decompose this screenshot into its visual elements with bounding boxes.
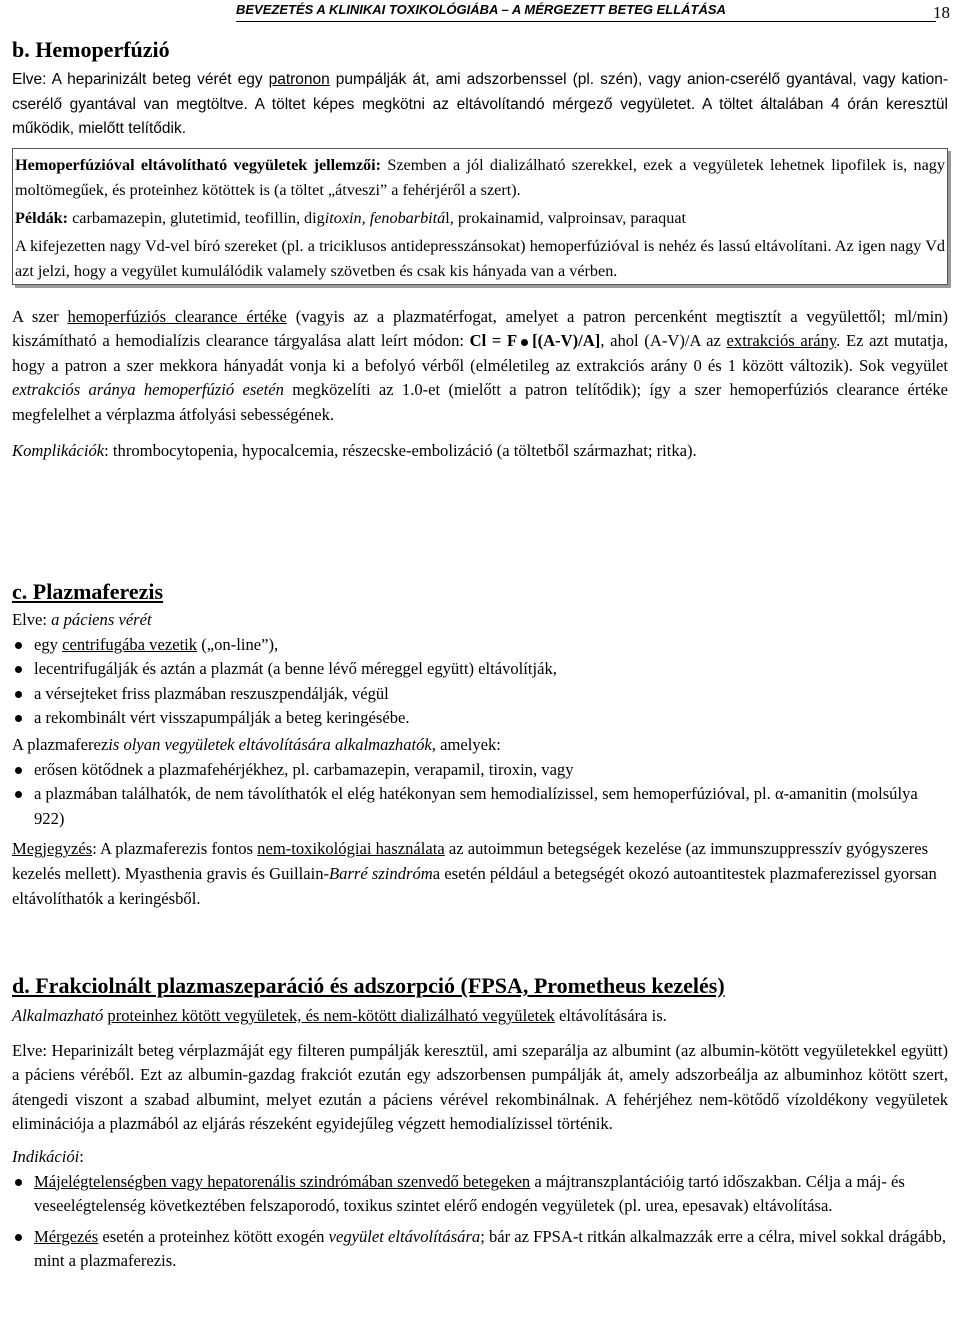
non-toxicological-use-link[interactable]: nem-toxikológiai használata [257, 839, 445, 859]
box-vd-note: A kifejezetten nagy Vd-vel bíró szereket (pl. a triciklusos antidepresszánsokat) hemoperfúzióval is nehéz és lassú eltávolítani. Az igen nagy Vd azt jelzi, hogy a vegyület kumulálódik valamely szövetben és csak kis hányada van a vérben. [15, 236, 945, 280]
list-item: Mérgezés esetén a proteinhez kötött exogén vegyület eltávolítására; bár az FPSA-t ritkán alkalmazzák erre a célra, mivel sokkal drágább, mint a plazmaferezis. [12, 1225, 948, 1274]
header-rule [236, 21, 936, 22]
fpsa-indications [12, 1170, 948, 1274]
poisoning-link[interactable]: Mérgezés [34, 1226, 99, 1246]
plasmapheresis-steps [12, 633, 948, 731]
list-item: a plazmában találhatók, de nem távolíthatók el elég hatékonyan sem hemodialízissel, sem hemoperfúzióval, pl. α-amanitin (molsúlya 922) [12, 782, 948, 831]
list-item: a vérsejteket friss plazmában reszuszpendálják, végül [12, 682, 948, 707]
hemoperfusion-principle: Elve: A heparinizált beteg vérét egy patronon pumpálják át, ami adszorbenssel (pl. szén), vagy anion-cserélő gyantával, vagy kation-cserélő gyantával van megtöltve. A töltet képes megkötni az eltávolítandó mérgező vegyületet. A töltet általában 4 órán keresztül működik, mielőtt telítődik. [12, 71, 948, 137]
fpsa-indications-label: Indikációi: [12, 1146, 84, 1166]
page-number: 18 [933, 3, 950, 22]
box-examples: Példák: carbamazepin, glutetimid, teofillin, digitoxin, fenobarbitál, prokainamid, valproinsav, paraquat [15, 208, 687, 227]
list-item: lecentrifugálják és aztán a plazmát (a benne lévő méreggel együtt) eltávolítják, [12, 657, 948, 682]
liver-failure-link[interactable]: Májelégtelenségben vagy hepatorenális szindrómában szenvedő betegeken [34, 1171, 531, 1191]
list-item: a rekombinált vért visszapumpálják a beteg keringésébe. [12, 706, 948, 731]
formula: Cl = F [(A-V)/A] [469, 331, 601, 351]
running-header: BEVEZETÉS A KLINIKAI TOXIKOLÓGIÁBA – A MÉRGEZETT BETEG ELLÁTÁSA [236, 2, 726, 17]
section-title-c: c. Plazmaferezis [12, 579, 164, 604]
clearance-link[interactable]: hemoperfúziós clearance értéke [67, 306, 287, 326]
extraction-ratio-link[interactable]: extrakciós arány [726, 331, 837, 351]
plasmapheresis-principle: Elve: a páciens vérét [12, 610, 152, 629]
hemoperfusion-info-box [12, 148, 948, 285]
plasmapheresis-usable: A plazmaferezis olyan vegyületek eltávolítására alkalmazhatók, amelyek: [12, 734, 501, 754]
section-title-b: b. Hemoperfúzió [12, 37, 170, 62]
section-title-d: d. Frakciolnált plazmaszeparáció és adszorpció (FPSA, Prometheus kezelés) [12, 973, 725, 998]
clearance-paragraph: A szer hemoperfúziós clearance értéke (vagyis az a plazmatérfogat, amelyet a patron percenként megtisztít a vegyülettől; ml/min) kiszámítható a hemodialízis clearance tárgyalása alatt leírt módon: Cl = F [(A-V)/A], ahol (A-V)/A az extrakciós arány. Ez azt mutatja, hogy a patron a szer mekkora hányadát vonja ki a befolyó vérből (elméletileg az extrakciós arány 0 és 1 között változik). Sok vegyület extrakciós aránya hemoperfúzió esetén megközelíti az 1.0-et (mielőtt a patron telítődik); így a szer hemoperfúziós clearance értéke megfelelhet a vérplazma átfolyási sebességének. [12, 306, 948, 424]
plasmapheresis-conditions [12, 758, 948, 832]
list-item: Májelégtelenségben vagy hepatorenális szindrómában szenvedő betegeken a májtranszplantációig tartó időszakban. Célja a máj- és veseelégtelenség következtében felszaporodó, toxikus szintet elérő endogén vegyületek (pl. urea, epesavak) eltávolítása. [12, 1170, 948, 1219]
list-item: erősen kötődnek a plazmafehérjékhez, pl. carbamazepin, verapamil, tiroxin, vagy [12, 758, 948, 783]
list-item: egy centrifugába vezetik („on-line”), [12, 633, 948, 658]
patron-link[interactable]: patronon [268, 71, 330, 88]
fpsa-applicable: Alkalmazható proteinhez kötött vegyületek, és nem-kötött dializálható vegyületek eltávolítására is. [12, 1006, 667, 1025]
centrifuge-link[interactable]: centrifugába vezetik [62, 634, 198, 654]
complications-paragraph: Komplikációk: thrombocytopenia, hypocalcemia, részecske-embolizáció (a töltetből származhat; ritka). [12, 441, 697, 461]
applicable-compounds-link[interactable]: proteinhez kötött vegyületek, és nem-kötött dializálható vegyületek [107, 1006, 555, 1025]
section-hemoperfusion [12, 36, 948, 464]
fpsa-principle: Elve: Heparinizált beteg vérplazmáját egy filteren pumpálják keresztül, ami szeparálja az albumint (az albumin-kötött vegyületekkel együtt) a páciens véréből. Ezt az albumin-gazdag frakciót ezután egy adszorbensen pumpálják át, amely adszorbeálja az albuminhoz kötött szert, átengedi viszont a szabad albumint, melyet ezután a páciens vérével rekombinálnak. A fehérjéhez nem-kötődő vízoldékony vegyületek eliminációja a plazmából az eljárás részeként egyidejűleg végzett hemodialízissel történik. [12, 1040, 948, 1134]
multiply-dot-icon [521, 339, 528, 346]
box-characteristics: Hemoperfúzióval eltávolítható vegyületek jellemzői: Szemben a jól dializálható szerekkel, ezek a vegyületek lehetnek lipofilek is, nagy moltömegűek, és proteinhez kötöttek is (a töltet „átveszi” a fehérjéről a szert). [15, 155, 945, 199]
section-plasmapheresis [12, 578, 948, 911]
plasmapheresis-note: Megjegyzés: A plazmaferezis fontos nem-toxikológiai használata az autoimmun betegségek kezelése (az immunszuppresszív gyógyszeres kezelés mellett). Myasthenia gravis és Guillain-Barré szindróma esetén például a betegségét okozó autoantitestek plazmaferezissel gyorsan eltávolíthatók a keringésből. [12, 839, 937, 908]
section-fpsa [12, 972, 948, 1274]
